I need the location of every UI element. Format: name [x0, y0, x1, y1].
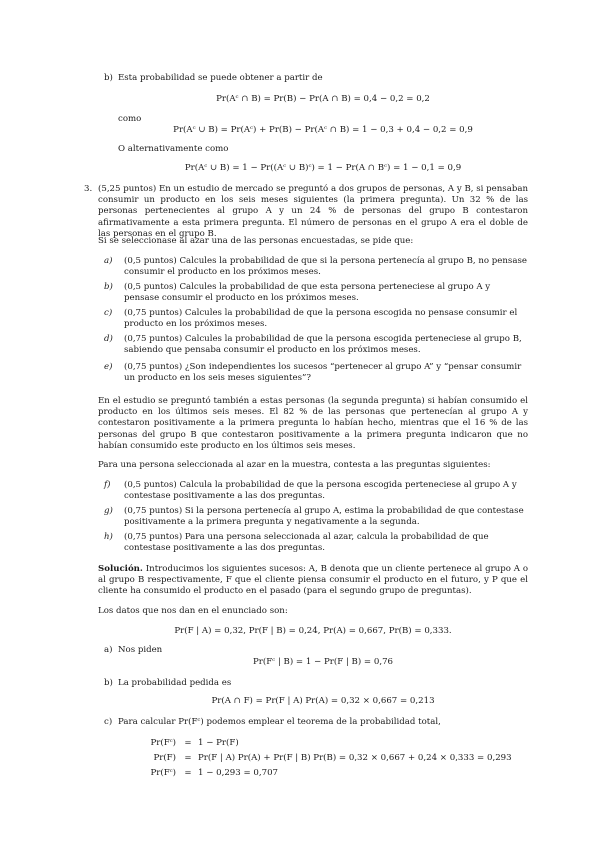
problem-number: 3.	[84, 184, 93, 194]
problem-statement: (5,25 puntos) En un estudio de mercado se preguntó a dos grupos de personas, A y B, si pensaban consumir un producto en los seis meses siguientes (la primera pregunta). Un 32 % de las personas pertenecientes al grupo A y un 24 % de personas del grupo B contestaron afirmativamente a esta primera pregunta. El número de personas en el grupo A era el doble de las personas en el grupo B.	[98, 184, 528, 239]
solution-a-equation: Pr(Fᶜ | B) = 1 − Pr(F | B) = 0,76	[252, 657, 394, 667]
equation-equals: =	[184, 738, 192, 748]
solution-intro-text: Introducimos los siguientes sucesos: A, B denota que un cliente pertenece al grupo A o al grupo B respectivamente, F que el cliente piensa consumir el producto en el futuro, y P que el cliente ha consumido el producto en el pasado (para el segundo grupo de preguntas).	[98, 564, 528, 597]
question-label: e)	[104, 362, 113, 372]
prev-b-intro: Esta probabilidad se puede obtener a partir de	[118, 73, 323, 83]
equation-row	[136, 738, 536, 752]
question-text: (0,75 puntos) Para una persona seleccionada al azar, calcula la probabilidad de que contestase positivamente a las dos preguntas.	[124, 532, 489, 554]
equation-equals: =	[184, 753, 192, 763]
solution-intro	[98, 564, 528, 598]
question-text: (0,75 puntos) ¿Son independientes los sucesos “pertenecer al grupo A” y “pensar consumir un producto en los seis meses siguientes”?	[124, 362, 522, 384]
data-equation: Pr(F | A) = 0,32, Pr(F | B) = 0,24, Pr(A) = 0,667, Pr(B) = 0,333.	[174, 626, 452, 636]
question-label: c)	[104, 308, 113, 318]
equation-lhs: Pr(Fᶜ)	[150, 768, 176, 778]
equation-lhs: Pr(F)	[153, 753, 176, 763]
equation-row	[136, 768, 536, 782]
solution-c-label: c)	[104, 717, 113, 727]
solution-b-equation: Pr(A ∩ F) = Pr(F | A) Pr(A) = 0,32 × 0,667 = 0,213	[211, 696, 435, 706]
question-label: b)	[104, 282, 113, 292]
solution-b-label: b)	[104, 678, 113, 688]
question-text: (0,75 puntos) Calcules la probabilidad de que la persona escogida no pensase consumir el producto en los próximos meses.	[124, 308, 518, 330]
question-text: (0,5 puntos) Calcules la probabilidad de que si la persona pertenecía al grupo B, no pensase consumir el producto en los próximos meses.	[124, 256, 527, 278]
question-text: (0,75 puntos) Calcules la probabilidad de que la persona escogida perteneciese al grupo B, sabiendo que pensaba consumir el producto en los próximos meses.	[124, 334, 522, 356]
solution-c-text: Para calcular Pr(Fᶜ) podemos emplear el teorema de la probabilidad total,	[118, 717, 441, 727]
equation-rhs: 1 − 0,293 = 0,707	[198, 768, 278, 778]
equation-2: Pr(Aᶜ ∪ B) = Pr(Aᶜ) + Pr(B) − Pr(Aᶜ ∩ B) = 1 − 0,3 + 0,4 − 0,2 = 0,9	[173, 125, 473, 135]
question-label: g)	[104, 506, 113, 516]
question-label: d)	[104, 334, 113, 344]
question-text: (0,5 puntos) Calcula la probabilidad de que la persona escogida perteneciese al grupo A y contestase positivamente a las dos preguntas.	[124, 480, 517, 502]
problem-lead-1: Si se seleccionase al azar una de las personas encuestadas, se pide que:	[98, 236, 414, 246]
question-label: f)	[104, 480, 111, 490]
equation-rhs: 1 − Pr(F)	[198, 738, 239, 748]
question-label: a)	[104, 256, 113, 266]
equation-row	[136, 753, 536, 767]
prev-b-alt: O alternativamente como	[118, 144, 229, 154]
equation-3: Pr(Aᶜ ∪ B) = 1 − Pr((Aᶜ ∪ B)ᶜ) = 1 − Pr(A ∩ Bᶜ) = 1 − 0,1 = 0,9	[184, 163, 462, 173]
equation-1: Pr(Aᶜ ∩ B) = Pr(B) − Pr(A ∩ B) = 0,4 − 0,2 = 0,2	[216, 94, 430, 104]
prev-b-como: como	[118, 114, 142, 124]
equation-rhs: Pr(F | A) Pr(A) + Pr(F | B) Pr(B) = 0,32 × 0,667 + 0,24 × 0,333 = 0,293	[198, 753, 512, 763]
question-text: (0,5 puntos) Calcules la probabilidad de que esta persona perteneciese al grupo A y pensase consumir el producto en los próximos meses.	[124, 282, 491, 304]
data-lead: Los datos que nos dan en el enunciado son:	[98, 606, 288, 616]
solution-a-text: Nos piden	[118, 645, 163, 655]
problem-paragraph-2: En el estudio se preguntó también a estas personas (la segunda pregunta) si habían consumido el producto en los últimos seis meses. El 82 % de las personas que pertenecían al grupo A y contestaron positivamente a la primera pregunta lo habían hecho, mientras que el 16 % de las personas del grupo B que contestaron positivamente a la primera pregunta indicaron que no habían consumido este producto en los últimos seis meses.	[98, 396, 528, 451]
question-text: (0,75 puntos) Si la persona pertenecía al grupo A, estima la probabilidad de que contestase positivamente a la primera pregunta y negativamente a la segunda.	[124, 506, 524, 528]
solution-heading: Solución.	[98, 564, 143, 574]
problem-lead-2: Para una persona seleccionada al azar en la muestra, contesta a las preguntas siguientes:	[98, 460, 491, 470]
equation-lhs: Pr(Fᶜ)	[150, 738, 176, 748]
solution-b-text: La probabilidad pedida es	[118, 678, 232, 688]
equation-equals: =	[184, 768, 192, 778]
solution-a-label: a)	[104, 645, 113, 655]
question-label: h)	[104, 532, 113, 542]
prev-b-label: b)	[104, 73, 113, 83]
